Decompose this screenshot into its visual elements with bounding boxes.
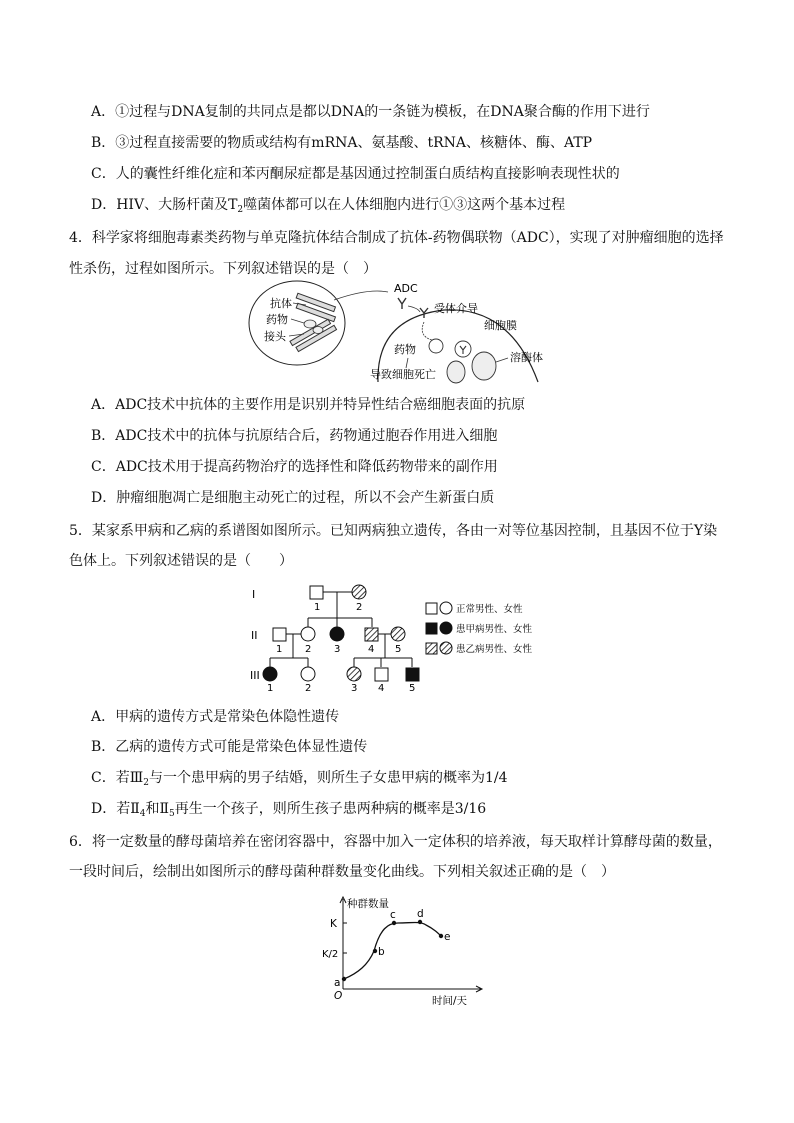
III-2-normal-female bbox=[301, 667, 315, 681]
III-4-num: 4 bbox=[378, 683, 385, 693]
label-lysosome: 溶酶体 bbox=[510, 351, 543, 364]
q5-d-sub2: 5 bbox=[169, 809, 175, 819]
q4-option-a: A．ADC技术中抗体的主要作用是识别并特异性结合癌细胞表面的抗原 bbox=[91, 397, 526, 413]
legend-a-text: 患甲病男性、女性 bbox=[456, 624, 533, 635]
II-5-num: 5 bbox=[395, 644, 402, 655]
I-2-disease-b-female bbox=[352, 585, 366, 599]
arrow-endocytosis bbox=[422, 322, 432, 340]
q6-stem-line1: 6．将一定数量的酵母菌培养在密闭容器中，容器中加入一定体积的培养液，每天取样计算酵母菌的数量， bbox=[69, 834, 722, 850]
II-1-num: 1 bbox=[276, 644, 283, 655]
adc-icon bbox=[398, 298, 406, 309]
q3-option-c: C．人的囊性纤维化症和苯丙酮尿症都是基因通过控制蛋白质结构直接影响表现性状的 bbox=[91, 166, 620, 182]
III-4-normal-male bbox=[375, 668, 388, 681]
III-5-disease-a-male bbox=[406, 668, 419, 681]
label-cell-death: 导致细胞死亡 bbox=[370, 368, 436, 381]
q3-option-d bbox=[91, 195, 565, 220]
q5-d-post: 再生一个孩子，则所生孩子患两种病的概率是3/16 bbox=[174, 801, 487, 817]
q5-c-post: 与一个患甲病的男子结婚，则所生子女患甲病的概率为1/4 bbox=[148, 770, 508, 786]
label-membrane: 细胞膜 bbox=[484, 319, 517, 332]
label-b: b bbox=[378, 946, 385, 958]
II-3-num: 3 bbox=[334, 644, 341, 655]
q5-option-d bbox=[91, 799, 486, 824]
label-linker: 接头 bbox=[264, 330, 286, 343]
zoom-connector bbox=[334, 291, 388, 300]
label-d: d bbox=[417, 908, 424, 920]
q4-option-c: C．ADC技术用于提高药物治疗的选择性和降低药物带来的副作用 bbox=[91, 459, 498, 475]
III-2-num: 2 bbox=[305, 683, 312, 693]
III-3-disease-b-female bbox=[347, 667, 361, 681]
I-2-num: 2 bbox=[356, 602, 363, 613]
vesicle-2 bbox=[455, 341, 471, 357]
legend-b-male bbox=[426, 643, 437, 654]
label-e: e bbox=[444, 931, 451, 943]
q5-option-b: B．乙病的遗传方式可能是常染色体显性遗传 bbox=[91, 739, 368, 755]
label-c: c bbox=[390, 909, 396, 921]
q5-stem-line1: 5．某家系甲病和乙病的系谱图如图所示。已知两病独立遗传，各由一对等位基因控制，且基因不位于Y染 bbox=[69, 523, 718, 539]
q5-d-mid: 和Ⅱ bbox=[145, 801, 169, 817]
q4-stem-line2: 性杀伤，过程如图所示。下列叙述错误的是（ ） bbox=[69, 261, 377, 277]
population-curve-chart bbox=[316, 893, 486, 1005]
I-1-num: 1 bbox=[314, 602, 321, 613]
point-e bbox=[439, 934, 443, 938]
q4-option-d: D．肿瘤细胞凋亡是细胞主动死亡的过程，所以不会产生新蛋白质 bbox=[91, 490, 495, 506]
legend-normal-female bbox=[440, 602, 452, 614]
q6-stem-line2: 一段时间后，绘制出如图所示的酵母菌种群数量变化曲线。下列相关叙述正确的是（ ） bbox=[69, 864, 615, 880]
II-1-normal-male bbox=[273, 628, 286, 641]
arrow-death bbox=[406, 358, 408, 368]
gen-label-1: I bbox=[252, 588, 256, 601]
III-1-num: 1 bbox=[267, 683, 274, 693]
gen-label-3: III bbox=[250, 669, 260, 682]
q4-stem-line1: 4．科学家将细胞毒素类药物与单克隆抗体结合制成了抗体-药物偶联物（ADC），实现了对肿瘤细胞的选择 bbox=[69, 230, 724, 246]
arrow-adc-down bbox=[408, 306, 420, 312]
gen-label-2: II bbox=[251, 629, 258, 642]
III-3-num: 3 bbox=[351, 683, 358, 693]
I-1-normal-male bbox=[310, 586, 323, 599]
q4-option-b: B．ADC技术中的抗体与抗原结合后，药物通过胞吞作用进入细胞 bbox=[91, 428, 498, 444]
k2-tick: K/2 bbox=[322, 949, 339, 960]
point-a bbox=[342, 977, 346, 981]
q3-d-pre: D．HIV、大肠杆菌及T bbox=[91, 197, 238, 213]
drug-blob-2 bbox=[313, 327, 323, 334]
II-4-disease-b-male bbox=[365, 628, 378, 641]
point-c bbox=[392, 921, 396, 925]
origin-label: O bbox=[334, 990, 343, 1002]
legend-a-female bbox=[440, 622, 452, 634]
q3-d-post: 噬菌体都可以在人体细胞内进行①③这两个基本过程 bbox=[243, 197, 566, 213]
q3-option-a: A．①过程与DNA复制的共同点是都以DNA的一条链为模板，在DNA聚合酶的作用下进行 bbox=[91, 104, 650, 120]
label-drug-inside: 药物 bbox=[394, 343, 416, 356]
q5-d-pre: D．若Ⅱ bbox=[91, 801, 140, 817]
II-3-disease-a-female bbox=[330, 627, 344, 641]
legend-normal-text: 正常男性、女性 bbox=[456, 604, 523, 615]
y-axis-label: 种群数量 bbox=[347, 898, 389, 910]
label-drug: 药物 bbox=[266, 313, 288, 326]
label-receptor: 受体介导 bbox=[434, 302, 478, 315]
q5-c-pre: C．若Ⅲ bbox=[91, 770, 144, 786]
label-antibody: 抗体 bbox=[270, 297, 292, 310]
legend-a-male bbox=[426, 623, 437, 634]
legend-b-text: 患乙病男性、女性 bbox=[456, 644, 533, 655]
k-tick: K bbox=[330, 918, 337, 930]
point-b bbox=[373, 949, 377, 953]
population-curve bbox=[344, 923, 442, 980]
q3-d-sub: 2 bbox=[237, 205, 244, 215]
II-2-num: 2 bbox=[305, 644, 312, 655]
drug-blob bbox=[304, 320, 316, 328]
legend-normal-male bbox=[426, 603, 437, 614]
adc-diagram bbox=[248, 278, 578, 384]
q5-d-sub1: 4 bbox=[139, 809, 146, 819]
q5-stem-line2: 色体上。下列叙述错误的是（ ） bbox=[69, 553, 293, 569]
II-4-num: 4 bbox=[368, 644, 375, 655]
pedigree-chart bbox=[248, 578, 558, 693]
q3-option-b: B．③过程直接需要的物质或结构有mRNA、氨基酸、tRNA、核糖体、酶、ATP bbox=[91, 135, 593, 151]
vesicle-1 bbox=[429, 339, 443, 353]
q5-c-sub: 2 bbox=[143, 778, 149, 788]
label-adc: ADC bbox=[394, 282, 418, 295]
lysosome-shape bbox=[472, 352, 496, 380]
label-a: a bbox=[334, 977, 341, 989]
lysosome-shape-2 bbox=[447, 361, 465, 383]
point-d bbox=[418, 920, 422, 924]
III-1-disease-a-female bbox=[263, 667, 277, 681]
II-2-normal-female bbox=[301, 627, 315, 641]
legend-b-female bbox=[440, 642, 452, 654]
x-axis-label: 时间/天 bbox=[432, 995, 468, 1005]
III-5-num: 5 bbox=[409, 683, 416, 693]
q5-option-c bbox=[91, 768, 507, 793]
II-5-disease-b-female bbox=[391, 627, 405, 641]
q5-option-a: A．甲病的遗传方式是常染色体隐性遗传 bbox=[91, 709, 340, 725]
